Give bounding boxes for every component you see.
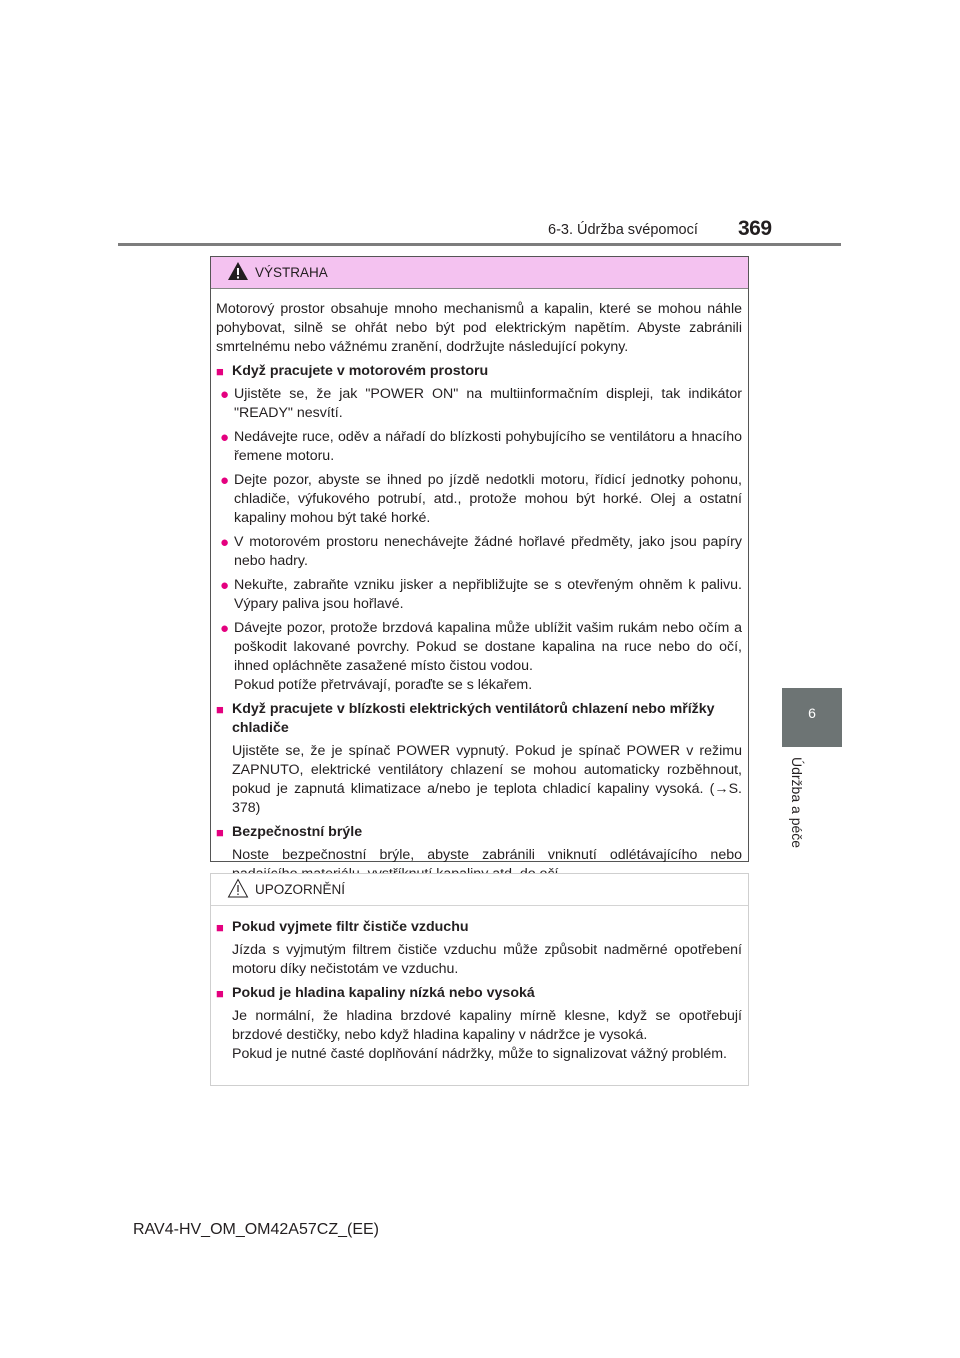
section-title: 6-3. Údržba svépomocí — [548, 222, 698, 238]
caution-header — [211, 874, 748, 906]
warning-section-heading: ■ Když pracujete v motorovém prostoru — [216, 363, 489, 379]
caution-section-heading: ■ Pokud vyjmete filtr čističe vzduchu — [216, 919, 469, 935]
square-bullet-icon: ■ — [216, 986, 224, 1001]
circle-bullet-icon: ● — [220, 472, 230, 489]
list-item: ● Nekuřte, zabraňte vzniku jisker a nepřibližujte se s otevřeným ohněm k palivu. Výpary paliva jsou hořlavé. — [220, 577, 742, 612]
caution-body — [211, 906, 748, 1064]
list-item: ● Ujistěte se, že jak "POWER ON" na multiinformačním displeji, tak indikátor "READY" nesvítí. — [220, 386, 742, 421]
caution-section-text: Jízda s vyjmutým filtrem čističe vzduchu může způsobit nadměrné opotřebení motoru díky nečistotám ve vzduchu. — [232, 942, 742, 977]
warning-header — [211, 257, 748, 289]
chapter-number: 6 — [808, 705, 816, 721]
circle-bullet-icon: ● — [220, 429, 230, 446]
list-item: ● Nedávejte ruce, oděv a nářadí do blízkosti pohybujícího se ventilátoru a hnacího řemene motoru. — [220, 429, 742, 464]
warning-body — [211, 289, 748, 884]
square-bullet-icon: ■ — [216, 702, 224, 717]
document-code: RAV4-HV_OM_OM42A57CZ_(EE) — [133, 1221, 379, 1238]
warning-section-text: Ujistěte se, že je spínač POWER vypnutý. Pokud je spínač POWER v režimu ZAPNUTO, elektrické ventilátory chlazení se mohou automaticky rozběhnout, pokud je zapnutá klimatizace a/nebo je teplota chladicí kapaliny vysoká. (→S. 378) — [232, 743, 742, 816]
square-bullet-icon: ■ — [216, 364, 224, 379]
caution-section-heading: ■ Pokud je hladina kapaliny nízká nebo vysoká — [216, 985, 535, 1001]
page-number: 369 — [738, 217, 772, 240]
caution-triangle-icon — [227, 878, 249, 898]
circle-bullet-icon: ● — [220, 386, 230, 403]
list-item: ● V motorovém prostoru nenechávejte žádné hořlavé předměty, jako jsou papíry nebo hadry. — [220, 534, 742, 569]
square-bullet-icon: ■ — [216, 825, 224, 840]
warning-title: VÝSTRAHA — [255, 265, 328, 280]
circle-bullet-icon: ● — [220, 577, 230, 594]
warning-triangle-icon — [227, 261, 249, 281]
warning-section-heading: ■ Bezpečnostní brýle — [216, 824, 363, 840]
warning-intro: Motorový prostor obsahuje mnoho mechanismů a kapalin, které se mohou náhle pohybovat, silně se ohřát nebo být pod elektrickým napětím. Abyste zabránili smrtelnému nebo vážnému zranění, dodržujte následující pokyny. — [216, 301, 742, 355]
warning-box — [210, 256, 749, 862]
circle-bullet-icon: ● — [220, 620, 230, 637]
list-item: ● Dávejte pozor, protože brzdová kapalina může ublížit vašim rukám nebo očím a poškodit lakované povrchy. Pokud se dostane kapalina na ruce nebo do očí, ihned opláchněte zasažené místo čistou vodou. Pokud potíže přetrvávají, poraďte se s lékařem. — [220, 620, 742, 693]
list-item: ● Dejte pozor, abyste se ihned po jízdě nedotkli motoru, řídicí jednotky pohonu, chladiče, výfukového potrubí, atd., protože mohou být horké. Olej a ostatní kapaliny mohou být také horké. — [220, 472, 742, 526]
circle-bullet-icon: ● — [220, 534, 230, 551]
warning-section-text: Noste bezpečnostní brýle, abyste zabránili vniknutí odlétávajícího nebo — [232, 847, 742, 863]
header-divider — [118, 243, 841, 246]
caution-box — [210, 873, 749, 1086]
caution-section-text: Je normální, že hladina brzdové kapaliny mírně klesne, když se opotřebují brzdové destičky, nebo když hladina kapaliny v nádržce je vysoká. Pokud je nutné časté doplňování nádržky, může to signalizovat vážný problém. — [232, 1008, 742, 1062]
square-bullet-icon: ■ — [216, 920, 224, 935]
chapter-title: Údržba a péče — [789, 757, 805, 849]
warning-section-heading: ■ Když pracujete v blízkosti elektrických ventilátorů chlazení nebo mřížky chladiče — [216, 701, 715, 736]
caution-title: UPOZORNĚNÍ — [255, 882, 346, 897]
